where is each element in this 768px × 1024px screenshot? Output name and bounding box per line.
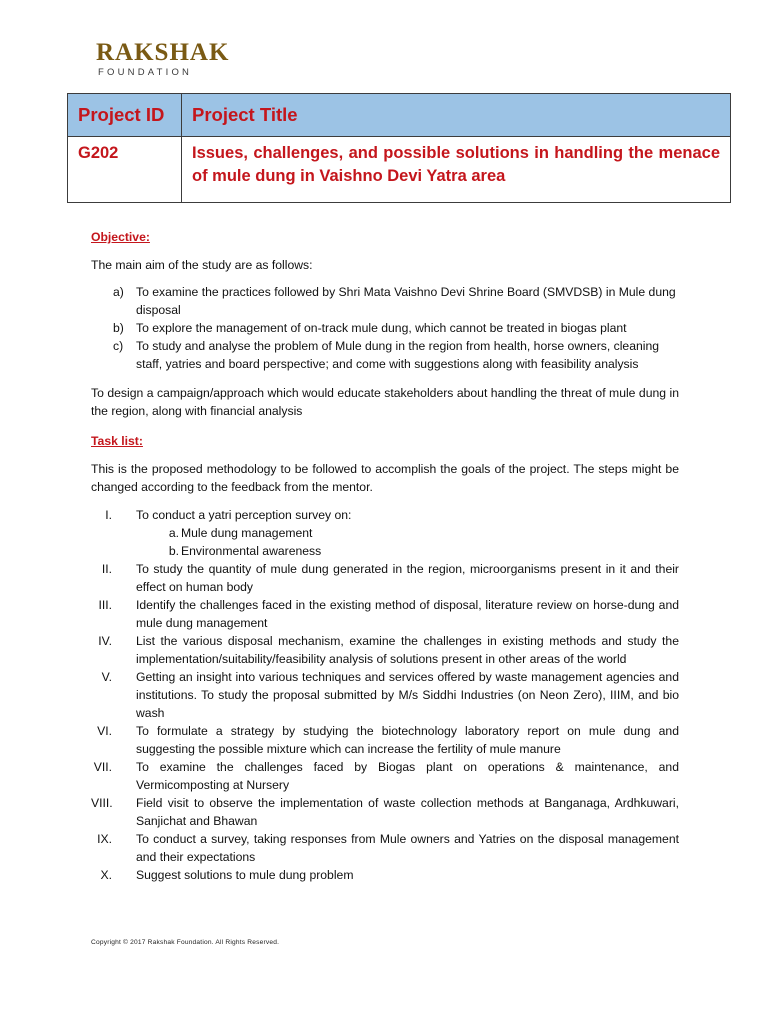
project-title-cell: Issues, challenges, and possible solutions in handling the menace of mule dung in Vaishno Devi Yatra area (182, 137, 731, 203)
project-title-header: Project Title (182, 94, 731, 137)
list-marker: b. (168, 544, 179, 558)
list-marker: IV. (98, 634, 112, 648)
list-marker: III. (98, 598, 112, 612)
list-item-text: To examine the practices followed by Shri Mata Vaishno Devi Shrine Board (SMVDSB) in Mule dung disposal (136, 285, 676, 317)
list-item (91, 830, 679, 866)
list-item-text: To study the quantity of mule dung generated in the region, microorganisms present in it and their effect on human body (136, 562, 679, 594)
objective-intro: The main aim of the study are as follows: (91, 258, 313, 272)
list-item (91, 560, 679, 596)
list-marker: I. (105, 508, 112, 522)
list-item-text: List the various disposal mechanism, examine the challenges in existing methods and study the implementation/suitability/feasibility analysis of solutions present in other areas of the world (136, 634, 679, 666)
list-item (91, 758, 679, 794)
project-table (67, 93, 731, 203)
list-marker: VII. (93, 760, 112, 774)
list-item (91, 668, 679, 722)
list-marker: a) (113, 285, 124, 299)
list-item (91, 866, 679, 884)
list-item (91, 506, 679, 560)
list-marker: X. (100, 868, 112, 882)
task-list (91, 506, 679, 884)
logo-subtitle: FOUNDATION (98, 67, 193, 78)
list-marker: b) (113, 321, 124, 335)
list-item-text: Getting an insight into various techniques and services offered by waste management agencies and institutions. To study the proposal submitted by M/s Siddhi Industries (on Neon Zero), IIIM, and bio wash (136, 670, 679, 720)
list-marker: V. (101, 670, 112, 684)
table-header-row (68, 94, 731, 137)
list-marker: a. (168, 526, 179, 540)
document-body (91, 228, 679, 884)
rakshak-foundation-logo (96, 39, 230, 78)
list-item-text: To examine the challenges faced by Biogas plant on operations & maintenance, and Vermicomposting at Nursery (136, 760, 679, 792)
list-item-text: Mule dung management (181, 526, 313, 540)
list-marker: VI. (97, 724, 112, 738)
logo-wordmark: RAKSHAK (96, 39, 230, 66)
list-item-text: Environmental awareness (181, 544, 322, 558)
list-marker: VIII. (91, 796, 113, 810)
list-item (136, 524, 679, 542)
list-marker: IX. (97, 832, 112, 846)
table-row (68, 137, 731, 203)
list-marker: II. (101, 562, 112, 576)
list-item-text: Field visit to observe the implementation of waste collection methods at Banganaga, Ardhkuwari, Sanjichat and Bhawan (136, 796, 679, 828)
list-item-text: To conduct a yatri perception survey on: (136, 508, 352, 522)
list-item-text: Suggest solutions to mule dung problem (136, 868, 354, 882)
copyright-footer: Copyright © 2017 Rakshak Foundation. All Rights Reserved. (91, 939, 280, 946)
list-item-text: To conduct a survey, taking responses from Mule owners and Yatries on the disposal management and their expectations (136, 832, 679, 864)
list-item-text: To explore the management of on-track mule dung, which cannot be treated in biogas plant (136, 321, 627, 335)
list-item (91, 283, 679, 319)
list-item (91, 596, 679, 632)
project-id-cell: G202 (68, 137, 182, 203)
list-item-text: Identify the challenges faced in the existing method of disposal, literature review on horse-dung and mule dung management (136, 598, 679, 630)
task-intro: This is the proposed methodology to be followed to accomplish the goals of the project. The steps might be changed according to the feedback from the mentor. (91, 462, 679, 494)
objective-list (91, 283, 679, 373)
list-item-text: To formulate a strategy by studying the biotechnology laboratory report on mule dung and suggesting the possible mixture which can increase the fertility of mule manure (136, 724, 679, 756)
list-item (91, 794, 679, 830)
task-list-heading: Task list: (91, 434, 143, 448)
list-marker: c) (113, 339, 124, 353)
list-item (91, 632, 679, 668)
project-id-header: Project ID (68, 94, 182, 137)
objective-heading: Objective: (91, 230, 150, 244)
list-item (91, 722, 679, 758)
design-paragraph: To design a campaign/approach which would educate stakeholders about handling the threat of mule dung in the region, along with financial analysis (91, 386, 679, 418)
survey-topic-list (136, 524, 679, 560)
list-item (136, 542, 679, 560)
list-item-text: To study and analyse the problem of Mule dung in the region from health, horse owners, cleaning staff, yatries and board perspective; and come with suggestions along with feasibility analysis (136, 339, 660, 371)
list-item (91, 337, 679, 373)
list-item (91, 319, 679, 337)
